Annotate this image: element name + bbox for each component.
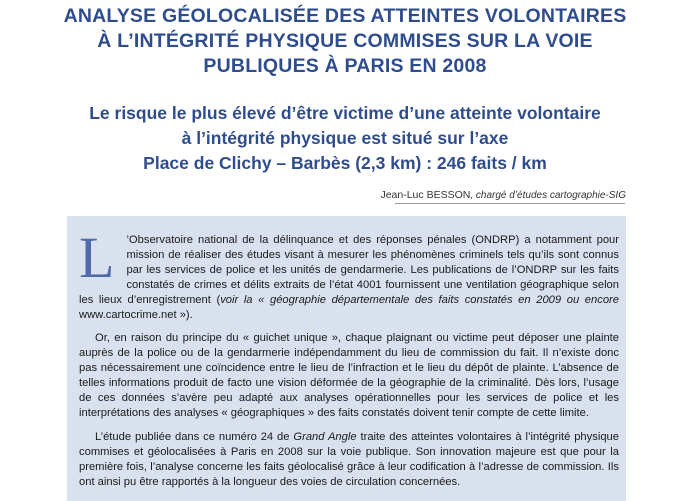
- title-line-1: ANALYSE GÉOLOCALISÉE DES ATTEINTES VOLONTAIRES: [63, 5, 627, 27]
- intro-text: [79, 225, 619, 499]
- author-byline: [380, 189, 626, 201]
- drop-cap: L: [79, 225, 115, 290]
- paragraph-3-italic: Grand Angle: [293, 430, 357, 443]
- author-name: Jean-Luc BESSON: [380, 189, 471, 201]
- byline-divider: [395, 203, 625, 204]
- paragraph-3-text-b: traite des atteintes volontaires à l’intégrité physique commises et géolocalisées à Paris en 2008 sur la voie publique. Son innovation majeure est que pour la première fois, l’analyse concerne les faits géolocalisé grâce à leur codification à l’adresse de commission. Ils ont ainsi pu être rapportés à la longueur des voies de circulation concernées.: [79, 430, 619, 488]
- subtitle-line-3: Place de Clichy – Barbès (2,3 km) : 246 faits / km: [143, 153, 547, 173]
- subtitle-line-2: à l’intégrité physique est situé sur l’axe: [181, 128, 509, 148]
- paragraph-3-text-a: L’étude publiée dans ce numéro 24 de: [95, 430, 294, 443]
- paragraph-1-text-a: ’Observatoire national de la délinquance et des réponses pénales (ONDRP) a notamment pour mission de réaliser des études visant à mesurer les phénomènes criminels tels qu’ils sont connus par les services de police et les unités de gendarmerie. Les publications de l’ONDRP sur les faits constatés de crimes et délits extraits de l’état 4001 fournissent une ventilation géographique selon les lieux d’enregistrement (: [79, 234, 619, 306]
- subtitle-line-1: Le risque le plus élevé d’être victime d’une atteinte volontaire: [89, 103, 601, 123]
- paragraph-1-italic: voir la « géographie départementale des faits constatés en 2009 ou encore: [220, 293, 619, 306]
- title-line-3: PUBLIQUES À PARIS EN 2008: [203, 55, 487, 77]
- author-role: , chargé d’études cartographie-SIG: [470, 190, 626, 201]
- paragraph-1-text-b: www.cartocrime.net »).: [79, 308, 193, 321]
- paragraph-3: [79, 430, 619, 490]
- page-title: [40, 4, 650, 79]
- paragraph-1: [79, 225, 619, 322]
- subtitle: [60, 101, 630, 176]
- paragraph-2: Or, en raison du principe du « guichet unique », chaque plaignant ou victime peut déposer une plainte auprès de la police ou de la gendarmerie indépendamment du lieu de commission du fait. Il n’existe donc pas nécessairement une coïncidence entre le lieu de l’infraction et le lieu du dépôt de plainte. L’absence de telles informations produit de facto une vision déformée de la géographie de la criminalité. Dès lors, l’usage de ces données s’avère peu adapté aux analyses opérationnelles pour les services de police et les interprétations des analyses « géographiques » des faits constatés doivent tenir compte de cette limite.: [79, 332, 619, 419]
- title-line-2: À L’INTÉGRITÉ PHYSIQUE COMMISES SUR LA VOIE: [97, 30, 593, 52]
